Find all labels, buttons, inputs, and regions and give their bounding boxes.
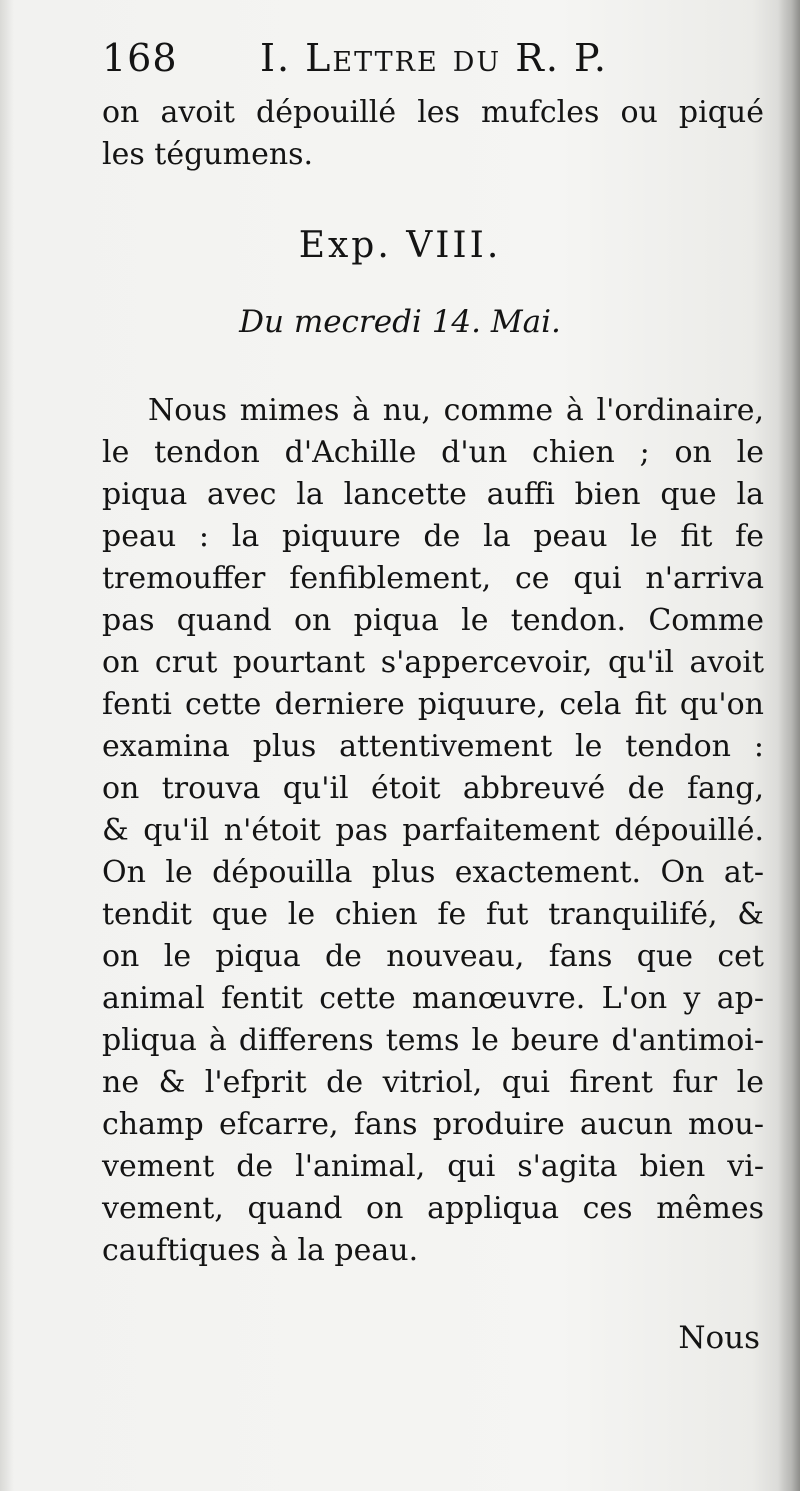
text-line: ne & l'efprit de vitriol, qui firent fur le (102, 1065, 764, 1100)
catchword: Nous (678, 1320, 760, 1356)
experiment-paragraph (102, 390, 764, 1272)
text-line: examina plus attentivement le tendon : (102, 729, 764, 764)
text-line: pas quand on piqua le tendon. Comme (102, 603, 764, 638)
experiment-date: Du mecredi 14. Mai. (239, 304, 561, 340)
page-number: 168 (102, 36, 178, 80)
text-line: vement de l'animal, qui s'agita bien vi- (102, 1149, 764, 1184)
text-line: Nous mimes à nu, comme à l'ordinaire, (148, 393, 764, 428)
text-line: cauftiques à la peau. (102, 1233, 419, 1268)
text-line: on trouva qu'il étoit abbreuvé de fang, (102, 771, 764, 806)
text-line: peau : la piquure de la peau le fit fe (102, 519, 764, 554)
text-line: animal fentit cette manœuvre. L'on y ap- (102, 981, 764, 1016)
text-line: on le piqua de nouveau, fans que cet (102, 939, 764, 974)
text-line: tendit que le chien fe fut tranquilifé, & (102, 897, 764, 932)
text-line: champ efcarre, fans produire aucun mou- (102, 1107, 764, 1142)
text-line: on crut pourtant s'appercevoir, qu'il avoit (102, 645, 764, 680)
text-line: on avoit dépouillé les mufcles ou piqué (102, 95, 764, 130)
text-line: tremouffer fenfiblement, ce qui n'arriva (102, 561, 764, 596)
text-line: le tendon d'Achille d'un chien ; on le (102, 435, 764, 470)
page-header (102, 30, 762, 86)
continuation-text (102, 92, 764, 176)
text-line: pliqua à differens tems le beure d'antimoi- (102, 1023, 764, 1058)
experiment-heading: Exp. VIII. (298, 225, 502, 266)
running-head: I. Lettre du R. P. (260, 36, 608, 80)
text-line: fenti cette derniere piquure, cela fit qu'on (102, 687, 764, 722)
text-line: vement, quand on appliqua ces mêmes (102, 1191, 764, 1226)
text-line: & qu'il n'étoit pas parfaitement dépouillé. (102, 813, 764, 848)
text-line: piqua avec la lancette auffi bien que la (102, 477, 764, 512)
text-line: les tégumens. (102, 137, 314, 172)
text-line: On le dépouilla plus exactement. On at- (102, 855, 764, 890)
